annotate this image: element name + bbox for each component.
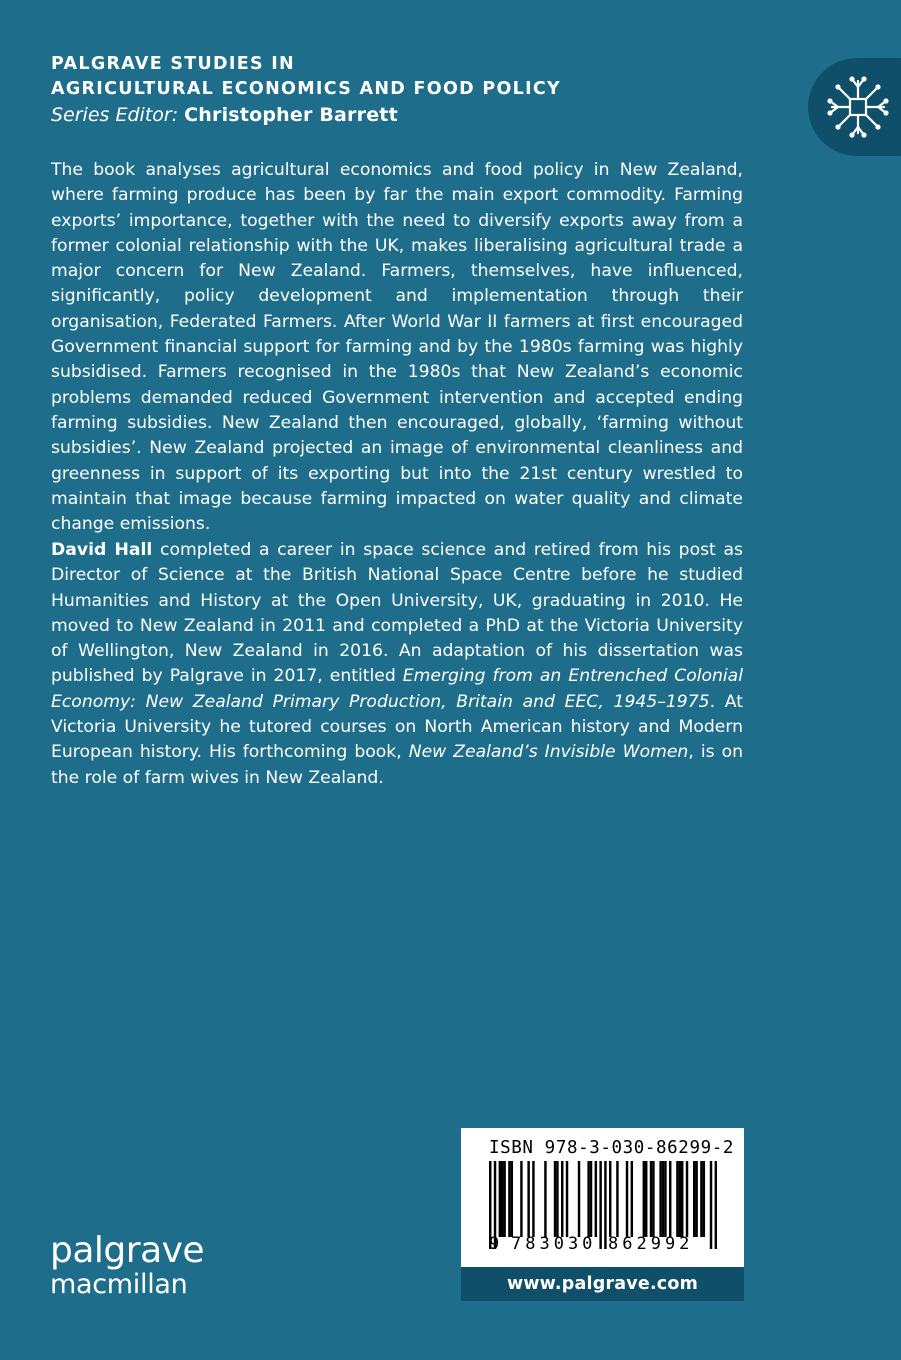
bio-book-title-2: New Zealand’s Invisible Women — [408, 742, 689, 763]
barcode-bar — [681, 1161, 683, 1237]
barcode-bar — [645, 1161, 647, 1237]
bio-text-1: completed a career in space science and retired from his post as Director of Science at the British National Space Centre before he studied Humanities and History at the Open University, UK, graduating in 2010. He moved to New Zealand in 2011 and completed a PhD at the Victoria University of Wellington, New Zealand in 2016. An adaptation of his dissertation was published by Palgrave in 2017, entitled — [51, 540, 743, 687]
palgrave-network-icon — [822, 71, 894, 143]
barcode-bar — [679, 1161, 681, 1237]
barcode-bar — [520, 1161, 522, 1237]
isbn-label: ISBN 978-3-030-86299-2 — [489, 1138, 734, 1158]
barcode-bar — [556, 1161, 558, 1237]
barcode-bar — [578, 1161, 580, 1237]
barcode-bar — [561, 1161, 563, 1237]
barcode-bar — [695, 1161, 697, 1237]
barcode-bar — [710, 1161, 712, 1249]
barcode-bar — [604, 1161, 606, 1249]
barcode-digits-right: 862992 — [608, 1234, 694, 1254]
publisher-logo-line1: palgrave — [50, 1230, 205, 1271]
barcode-bar — [643, 1161, 645, 1237]
series-title-line2: AGRICULTURAL ECONOMICS AND FOOD POLICY — [51, 79, 562, 99]
bio-book-title-1: Emerging from an Entrenched Colonial Economy: New Zealand Primary Production, Britain and EEC, 1945–1975 — [51, 666, 743, 712]
barcode-bar — [669, 1161, 671, 1237]
series-editor — [51, 103, 751, 128]
barcode-bar — [676, 1161, 678, 1237]
barcode-bar — [595, 1161, 597, 1237]
barcode-bar — [527, 1161, 529, 1237]
series-editor-label: Series Editor: — [51, 104, 179, 126]
barcode-bar — [566, 1161, 568, 1237]
barcode-bar — [511, 1161, 513, 1237]
barcode-bar — [693, 1161, 695, 1237]
bio-text-3: , is on the role of farm wives in New Zealand. — [51, 742, 743, 788]
barcode-bar — [609, 1161, 611, 1237]
series-title-line1: PALGRAVE STUDIES IN — [51, 54, 295, 74]
barcode-bar — [626, 1161, 628, 1237]
barcode-bar — [501, 1161, 503, 1237]
series-editor-name: Christopher Barrett — [184, 104, 398, 126]
series-header — [51, 52, 751, 128]
barcode-bar — [703, 1161, 705, 1237]
bio-text-2: . At Victoria University he tutored courses on North American history and Modern European history. His forthcoming book, — [51, 691, 743, 763]
barcode-bar — [503, 1161, 505, 1237]
book-description: The book analyses agricultural economics and food policy in New Zealand, where farming produce has been by far the main export commodity. Farming exports’ importance, together with the need to diversify exports away from a former colonial relationship with the UK, makes liberalising agricultural trade a major concern for New Zealand. Farmers, themselves, have influenced, significantly, policy development and implementation through their organisation, Federated Farmers. After World War II farmers at first encouraged Government financial support for farming and by the 1980s farming was highly subsidised. Farmers recognised in the 1980s that New Zealand’s economic problems demanded reduced Government intervention and accepted ending farming subsidies. New Zealand then encouraged, globally, ‘farming without subsidies’. New Zealand projected an image of environmental cleanliness and greenness in support of its exporting but into the 21st century wrestled to maintain that image because farming impacted on water quality and climate change emissions. — [51, 160, 743, 535]
barcode-bar — [599, 1161, 601, 1249]
author-name: David Hall — [51, 540, 153, 560]
barcode-digits-left: 783030 — [511, 1234, 597, 1254]
barcode-digit-first: 9 — [489, 1234, 500, 1254]
barcode-bar — [631, 1161, 633, 1237]
barcode-bar — [554, 1161, 556, 1237]
publisher-url: www.palgrave.com — [461, 1267, 744, 1301]
barcode-bar — [662, 1161, 664, 1237]
barcode-bar — [587, 1161, 589, 1237]
barcode-bar — [652, 1161, 654, 1237]
barcode-bar — [508, 1161, 510, 1237]
publisher-logo — [50, 1230, 205, 1300]
barcode-bar — [590, 1161, 592, 1237]
barcode-bar — [715, 1161, 717, 1249]
barcode-bar — [499, 1161, 501, 1237]
series-logo-tab — [808, 58, 901, 156]
barcode-bar — [532, 1161, 534, 1237]
author-bio — [51, 538, 743, 791]
barcode-bar — [700, 1161, 702, 1237]
barcode-bar — [650, 1161, 652, 1237]
barcode-bar — [544, 1161, 546, 1237]
barcode-bar — [659, 1161, 661, 1237]
publisher-logo-line2: macmillan — [50, 1269, 188, 1300]
barcode-bar — [664, 1161, 666, 1237]
barcode-bar — [616, 1161, 618, 1237]
barcode-box — [461, 1128, 744, 1267]
barcode-bar — [686, 1161, 688, 1237]
